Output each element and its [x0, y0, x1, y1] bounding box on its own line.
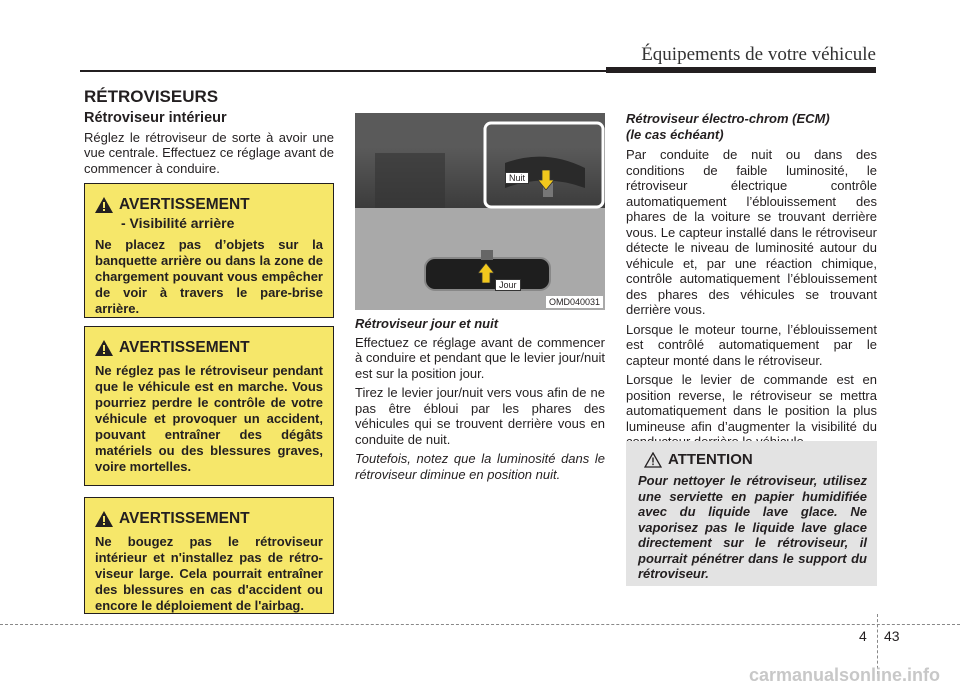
heading-line-1: Rétroviseur électro-chrom (ECM) — [626, 111, 830, 126]
header-bar — [606, 67, 876, 73]
section-title: RÉTROVISEURS — [84, 87, 219, 106]
paragraph: Par conduite de nuit ou dans des conditions de faible luminosité, le rétroviseur électrique contrôle automatiquement l’éblouissement des phares de la voiture se trouvant derrière vous. Le capteur installé dans le rétroviseur détecte le niveau de luminosité autour du véhicule et, par une réaction chimique, contrôle automatiquement l’éblouissement des phares des véhicules se trouvant derrière vous. — [626, 147, 877, 317]
warning-box-visibility — [84, 183, 334, 318]
rearview-mirror-photo — [355, 113, 605, 310]
paragraph: Lorsque le levier de commande est en position reverse, le rétroviseur se mettra automatiquement dans le position la plus lumineuse afin d’augmenter la visibilité du — [626, 372, 877, 434]
chapter-header: Équipements de votre véhicule — [641, 44, 876, 65]
left-column — [84, 111, 334, 180]
warning-text: Ne réglez pas le rétroviseur pendant que le véhicule est en marche. Vous pourriez perdre le contrôle de votre véhicule et provoquer un accident, pouvant entraîner des dégâts matériels ou des blessures graves, voire mortelles. — [95, 363, 323, 474]
attention-header — [638, 451, 867, 468]
attention-text: Pour nettoyer le rétroviseur, utilisez une serviette en papier humidifiée avec du liquide lave glace. Ne vaporisez pas le liquide lave glace directement sur le rétroviseur, il pourrait pénétrer dans le support du rétroviseur. — [638, 473, 867, 581]
paragraph: Tirez le levier jour/nuit vers vous afin de ne pas être ébloui par les phares des véhicules qui se trouvent derrière vous en conduite de nuit. — [355, 385, 605, 447]
night-label: Nuit — [505, 172, 529, 184]
night-arrow-icon — [538, 170, 554, 190]
footer-dashed-line — [0, 624, 960, 625]
warning-text: Ne bougez pas le rétroviseur intérieur et n'installez pas de rétro-viseur large. Cela pourrait entraîner des blessures en cas d'accident ou encore le déploiement de l'airbag. — [95, 534, 323, 613]
warning-subtitle: - Visibilité arrière — [121, 215, 235, 231]
warning-text: Ne placez pas d’objets sur la banquette arrière ou dans la zone de chargement pouvant vous empêcher de voir à travers le pare-brise arrière. — [95, 237, 323, 316]
day-arrow-icon — [478, 263, 494, 283]
warning-triangle-icon — [95, 340, 113, 356]
warning-title: AVERTISSEMENT — [119, 196, 250, 213]
watermark: carmanualsonline.info — [748, 665, 940, 685]
page-number: 43 — [884, 628, 900, 644]
chapter-number: 4 — [859, 628, 867, 644]
middle-column — [355, 316, 605, 486]
attention-box — [626, 441, 877, 586]
warning-header — [95, 339, 323, 357]
day-label: Jour — [495, 279, 521, 291]
warning-title: AVERTISSEMENT — [119, 339, 250, 356]
photo-code: OMD040031 — [546, 296, 603, 308]
caution-triangle-icon — [644, 452, 662, 468]
warning-box-adjust — [84, 326, 334, 486]
intro-paragraph: Réglez le rétroviseur de sorte à avoir une vue centrale. Effectuez ce réglage avant de commencer à conduire. — [84, 129, 334, 176]
right-column — [626, 111, 877, 454]
subsection-heading: Rétroviseur jour et nuit — [355, 316, 499, 331]
warning-box-airbag — [84, 497, 334, 614]
note-paragraph: Toutefois, notez que la luminosité dans le rétroviseur diminue en position nuit. — [355, 451, 605, 482]
subsection-heading: Rétroviseur intérieur — [84, 110, 227, 126]
paragraph: Lorsque le moteur tourne, l’éblouissement est contrôlé automatiquement par le capteur monté dans le rétroviseur. — [626, 321, 877, 368]
warning-header — [95, 510, 323, 528]
paragraph: Effectuez ce réglage avant de commencer à conduire et pendant que le levier jour/nuit est sur la position jour. — [355, 334, 605, 381]
attention-title: ATTENTION — [668, 451, 753, 468]
heading-line-2: (le cas échéant) — [626, 126, 724, 142]
warning-triangle-icon — [95, 511, 113, 527]
warning-header — [95, 196, 323, 214]
warning-title: AVERTISSEMENT — [119, 510, 250, 527]
subsection-heading — [626, 111, 877, 142]
warning-triangle-icon — [95, 197, 113, 213]
